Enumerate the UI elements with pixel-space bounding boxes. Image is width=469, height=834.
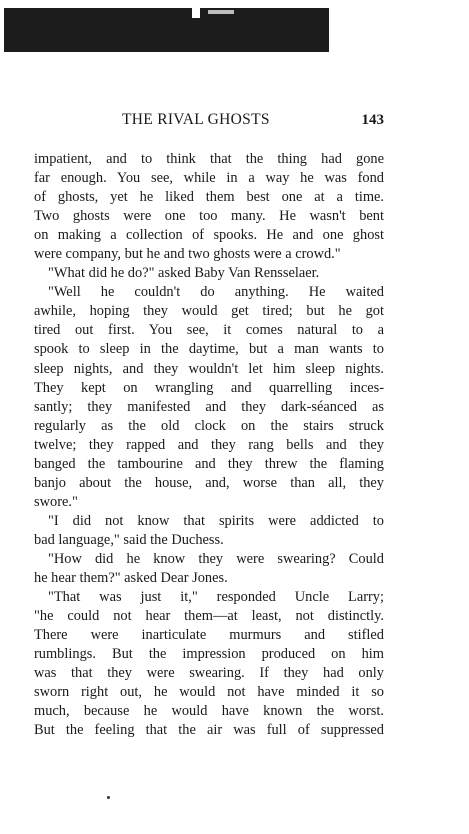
text-line: he hear them?" asked Dear Jones. bbox=[34, 570, 228, 587]
text-line: awhile, hoping they would get tired; but he got bbox=[34, 303, 384, 320]
text-line: impatient, and to think that the thing had gone bbox=[34, 151, 384, 167]
text-line: They kept on wrangling and quarrelling inces- bbox=[34, 379, 384, 396]
scan-redaction-bar bbox=[4, 8, 329, 52]
text-line: regularly as the old clock on the stairs struck bbox=[34, 417, 384, 434]
text-line: was that they were swearing. If they had only bbox=[34, 665, 384, 682]
scan-notch bbox=[192, 8, 200, 18]
text-line: sleep nights, and they wouldn't let him sleep nights. bbox=[34, 360, 384, 377]
page-number: 143 bbox=[361, 112, 384, 128]
text-line: But the feeling that the air was full of suppressed bbox=[34, 722, 384, 739]
text-line: "he could not hear them—at least, not distinctly. bbox=[34, 608, 384, 625]
text-line: santly; they manifested and they dark-séanced as bbox=[34, 398, 384, 415]
text-line: twelve; they rapped and they rang bells and they bbox=[34, 436, 384, 453]
scan-streak bbox=[208, 10, 234, 14]
text-line: banged the tambourine and they threw the flaming bbox=[34, 455, 384, 472]
text-line: tired out first. You see, it comes natural to a bbox=[34, 322, 384, 339]
body-text bbox=[34, 150, 384, 740]
text-line: "Well he couldn't do anything. He waited bbox=[48, 284, 384, 301]
text-line: were company, but he and two ghosts were a crowd." bbox=[34, 246, 341, 263]
text-line: "I did not know that spirits were addicted to bbox=[48, 512, 384, 529]
text-line: much, because he would have known the worst. bbox=[34, 703, 384, 720]
text-line: bad language," said the Duchess. bbox=[34, 531, 224, 548]
text-line: sworn right out, he would not have minded it so bbox=[34, 684, 384, 701]
text-line: swore." bbox=[34, 493, 78, 510]
text-line: of ghosts, yet he liked them best one at a time. bbox=[34, 189, 384, 206]
page-header bbox=[34, 111, 384, 133]
text-line: "That was just it," responded Uncle Larry; bbox=[48, 589, 384, 606]
text-line: banjo about the house, and, worse than all, they bbox=[34, 474, 384, 491]
text-line: "How did he know they were swearing? Could bbox=[48, 550, 384, 567]
text-line: rumblings. But the impression produced on him bbox=[34, 646, 384, 663]
text-line: on making a collection of spooks. He and one ghost bbox=[34, 227, 384, 244]
running-title: THE RIVAL GHOSTS bbox=[122, 111, 270, 128]
text-line: "What did he do?" asked Baby Van Rensselaer. bbox=[48, 265, 320, 282]
text-line: Two ghosts were one too many. He wasn't bent bbox=[34, 208, 384, 225]
text-line: spook to sleep in the daytime, but a man wants to bbox=[34, 341, 384, 358]
text-line: There were inarticulate murmurs and stifled bbox=[34, 627, 384, 644]
text-line: far enough. You see, while in a way he was fond bbox=[34, 170, 384, 187]
scan-speck bbox=[107, 796, 110, 799]
